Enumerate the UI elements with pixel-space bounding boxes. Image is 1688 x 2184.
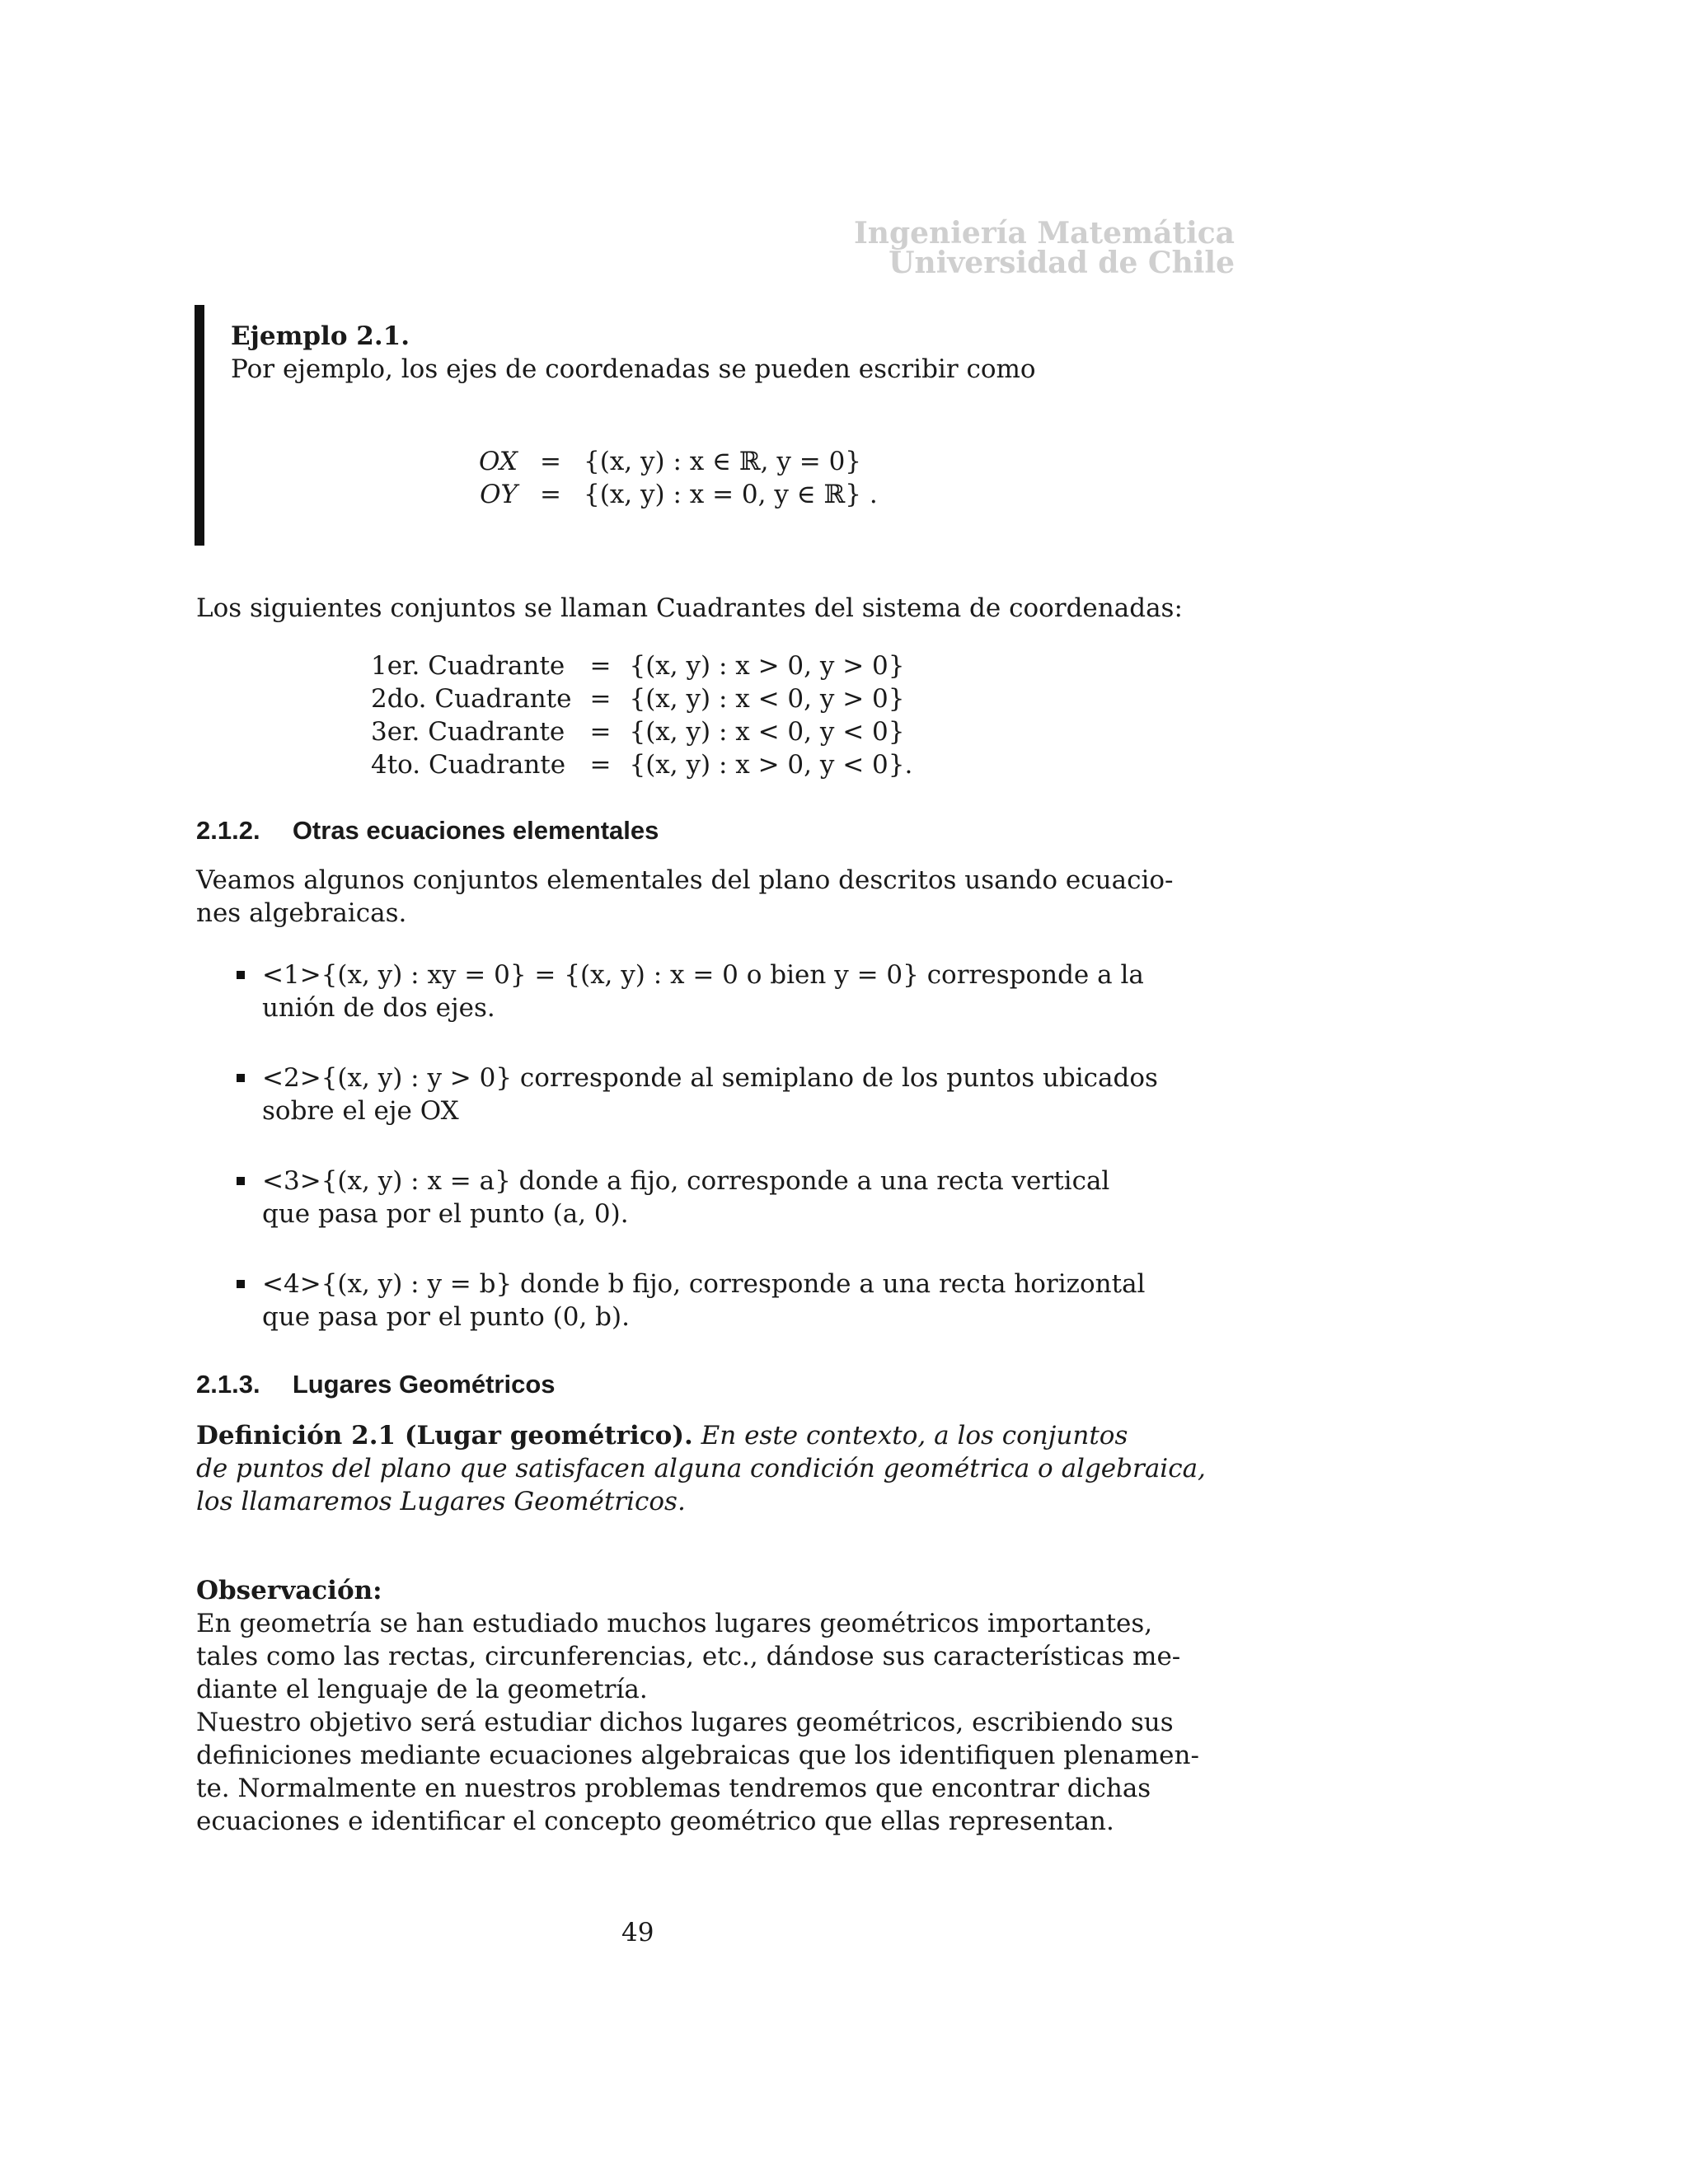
quadrant-label: 3er. Cuadrante [371,717,565,747]
example-equations [455,445,878,511]
equation-rhs: {(x, y) : x ∈ ℝ, y = 0} [584,447,862,476]
list-item-line-2: que pasa por el punto (a, 0). [262,1199,629,1229]
quadrant-row [371,649,912,682]
quadrant-label: 1er. Cuadrante [371,651,565,681]
quadrant-set: {(x, y) : x > 0, y < 0}. [629,750,913,780]
observation-line: tales como las rectas, circunferencias, etc., dándose sus características me- [196,1642,1181,1671]
section-title: Otras ecuaciones elementales [292,816,659,845]
quadrant-set: {(x, y) : x < 0, y < 0} [629,717,905,747]
section-heading-2-1-3 [196,1370,556,1399]
observation-title: Observación: [196,1576,382,1605]
list-item-line-1: <2>{(x, y) : y > 0} corresponde al semiplano de los puntos ubicados [262,1063,1158,1093]
quadrant-label: 2do. Cuadrante [371,684,572,714]
watermark-line-1: Ingeniería Matemática [853,216,1235,251]
observation-line: definiciones mediante ecuaciones algebraicas que los identifiquen plenamen- [196,1741,1199,1770]
section-intro-line-2: nes algebraicas. [196,898,407,928]
bullet-marker [237,971,245,979]
example-title: Ejemplo 2.1. [231,321,410,351]
list-item-line-1: <1>{(x, y) : xy = 0} = {(x, y) : x = 0 o bien y = 0} corresponde a la [262,960,1144,990]
section-title: Lugares Geométricos [292,1370,556,1399]
section-intro-line-1: Veamos algunos conjuntos elementales del plano descritos usando ecuacio- [196,865,1174,895]
definition-label: Definición 2.1 (Lugar geométrico). [196,1421,693,1451]
observation-line: ecuaciones e identificar el concepto geométrico que ellas representan. [196,1807,1114,1836]
equation-op: = [540,447,561,476]
bullet-marker [237,1280,245,1288]
example-intro: Por ejemplo, los ejes de coordenadas se pueden escribir como [231,354,1036,384]
section-heading-2-1-2 [196,816,659,846]
observation-line: Nuestro objetivo será estudiar dichos lugares geométricos, escribiendo sus [196,1708,1174,1737]
page-number: 49 [621,1918,654,1947]
list-item-line-1: <3>{(x, y) : x = a} donde a fijo, corresponde a una recta vertical [262,1166,1110,1196]
equation-op: = [540,480,561,509]
watermark [854,218,1235,278]
quadrants-intro: Los siguientes conjuntos se llaman Cuadrantes del sistema de coordenadas: [196,593,1183,623]
list-item-line-1: <4>{(x, y) : y = b} donde b fijo, corresponde a una recta horizontal [262,1269,1146,1299]
quadrant-set: {(x, y) : x > 0, y > 0} [629,651,905,681]
equation-lhs: OX [479,447,518,476]
observation-line: diante el lenguaje de la geometría. [196,1675,648,1704]
quadrant-row [371,682,912,715]
definition-line-1 [196,1419,1128,1452]
list-item-line-2: sobre el eje OX [262,1096,459,1126]
bullet-marker [237,1177,245,1185]
watermark-line-2: Universidad de Chile [889,246,1235,280]
list-item-line-2: que pasa por el punto (0, b). [262,1302,630,1332]
bullet-marker [237,1074,245,1082]
equation-rhs: {(x, y) : x = 0, y ∈ ℝ} . [584,480,878,509]
quadrant-op: = [589,651,612,681]
equation-row [455,445,878,478]
quadrant-row [371,748,912,781]
equation-row [455,478,878,511]
section-number: 2.1.3. [196,1370,260,1399]
observation-line: te. Normalmente en nuestros problemas tendremos que encontrar dichas [196,1774,1151,1803]
definition-text: En este contexto, a los conjuntos [701,1421,1128,1451]
quadrants-table [371,649,912,781]
quadrant-op: = [589,750,612,780]
quadrant-label: 4to. Cuadrante [371,750,566,780]
section-number: 2.1.2. [196,816,260,845]
definition-line-3: los llamaremos Lugares Geométricos. [196,1487,686,1516]
example-sidebar-bar [195,305,204,546]
quadrant-op: = [589,684,612,714]
equation-lhs: OY [480,480,518,509]
quadrant-row [371,715,912,748]
list-item-line-2: unión de dos ejes. [262,993,495,1023]
observation-line: En geometría se han estudiado muchos lugares geométricos importantes, [196,1609,1153,1638]
quadrant-op: = [589,717,612,747]
quadrant-set: {(x, y) : x < 0, y > 0} [629,684,905,714]
definition-line-2: de puntos del plano que satisfacen alguna condición geométrica o algebraica, [196,1454,1206,1483]
